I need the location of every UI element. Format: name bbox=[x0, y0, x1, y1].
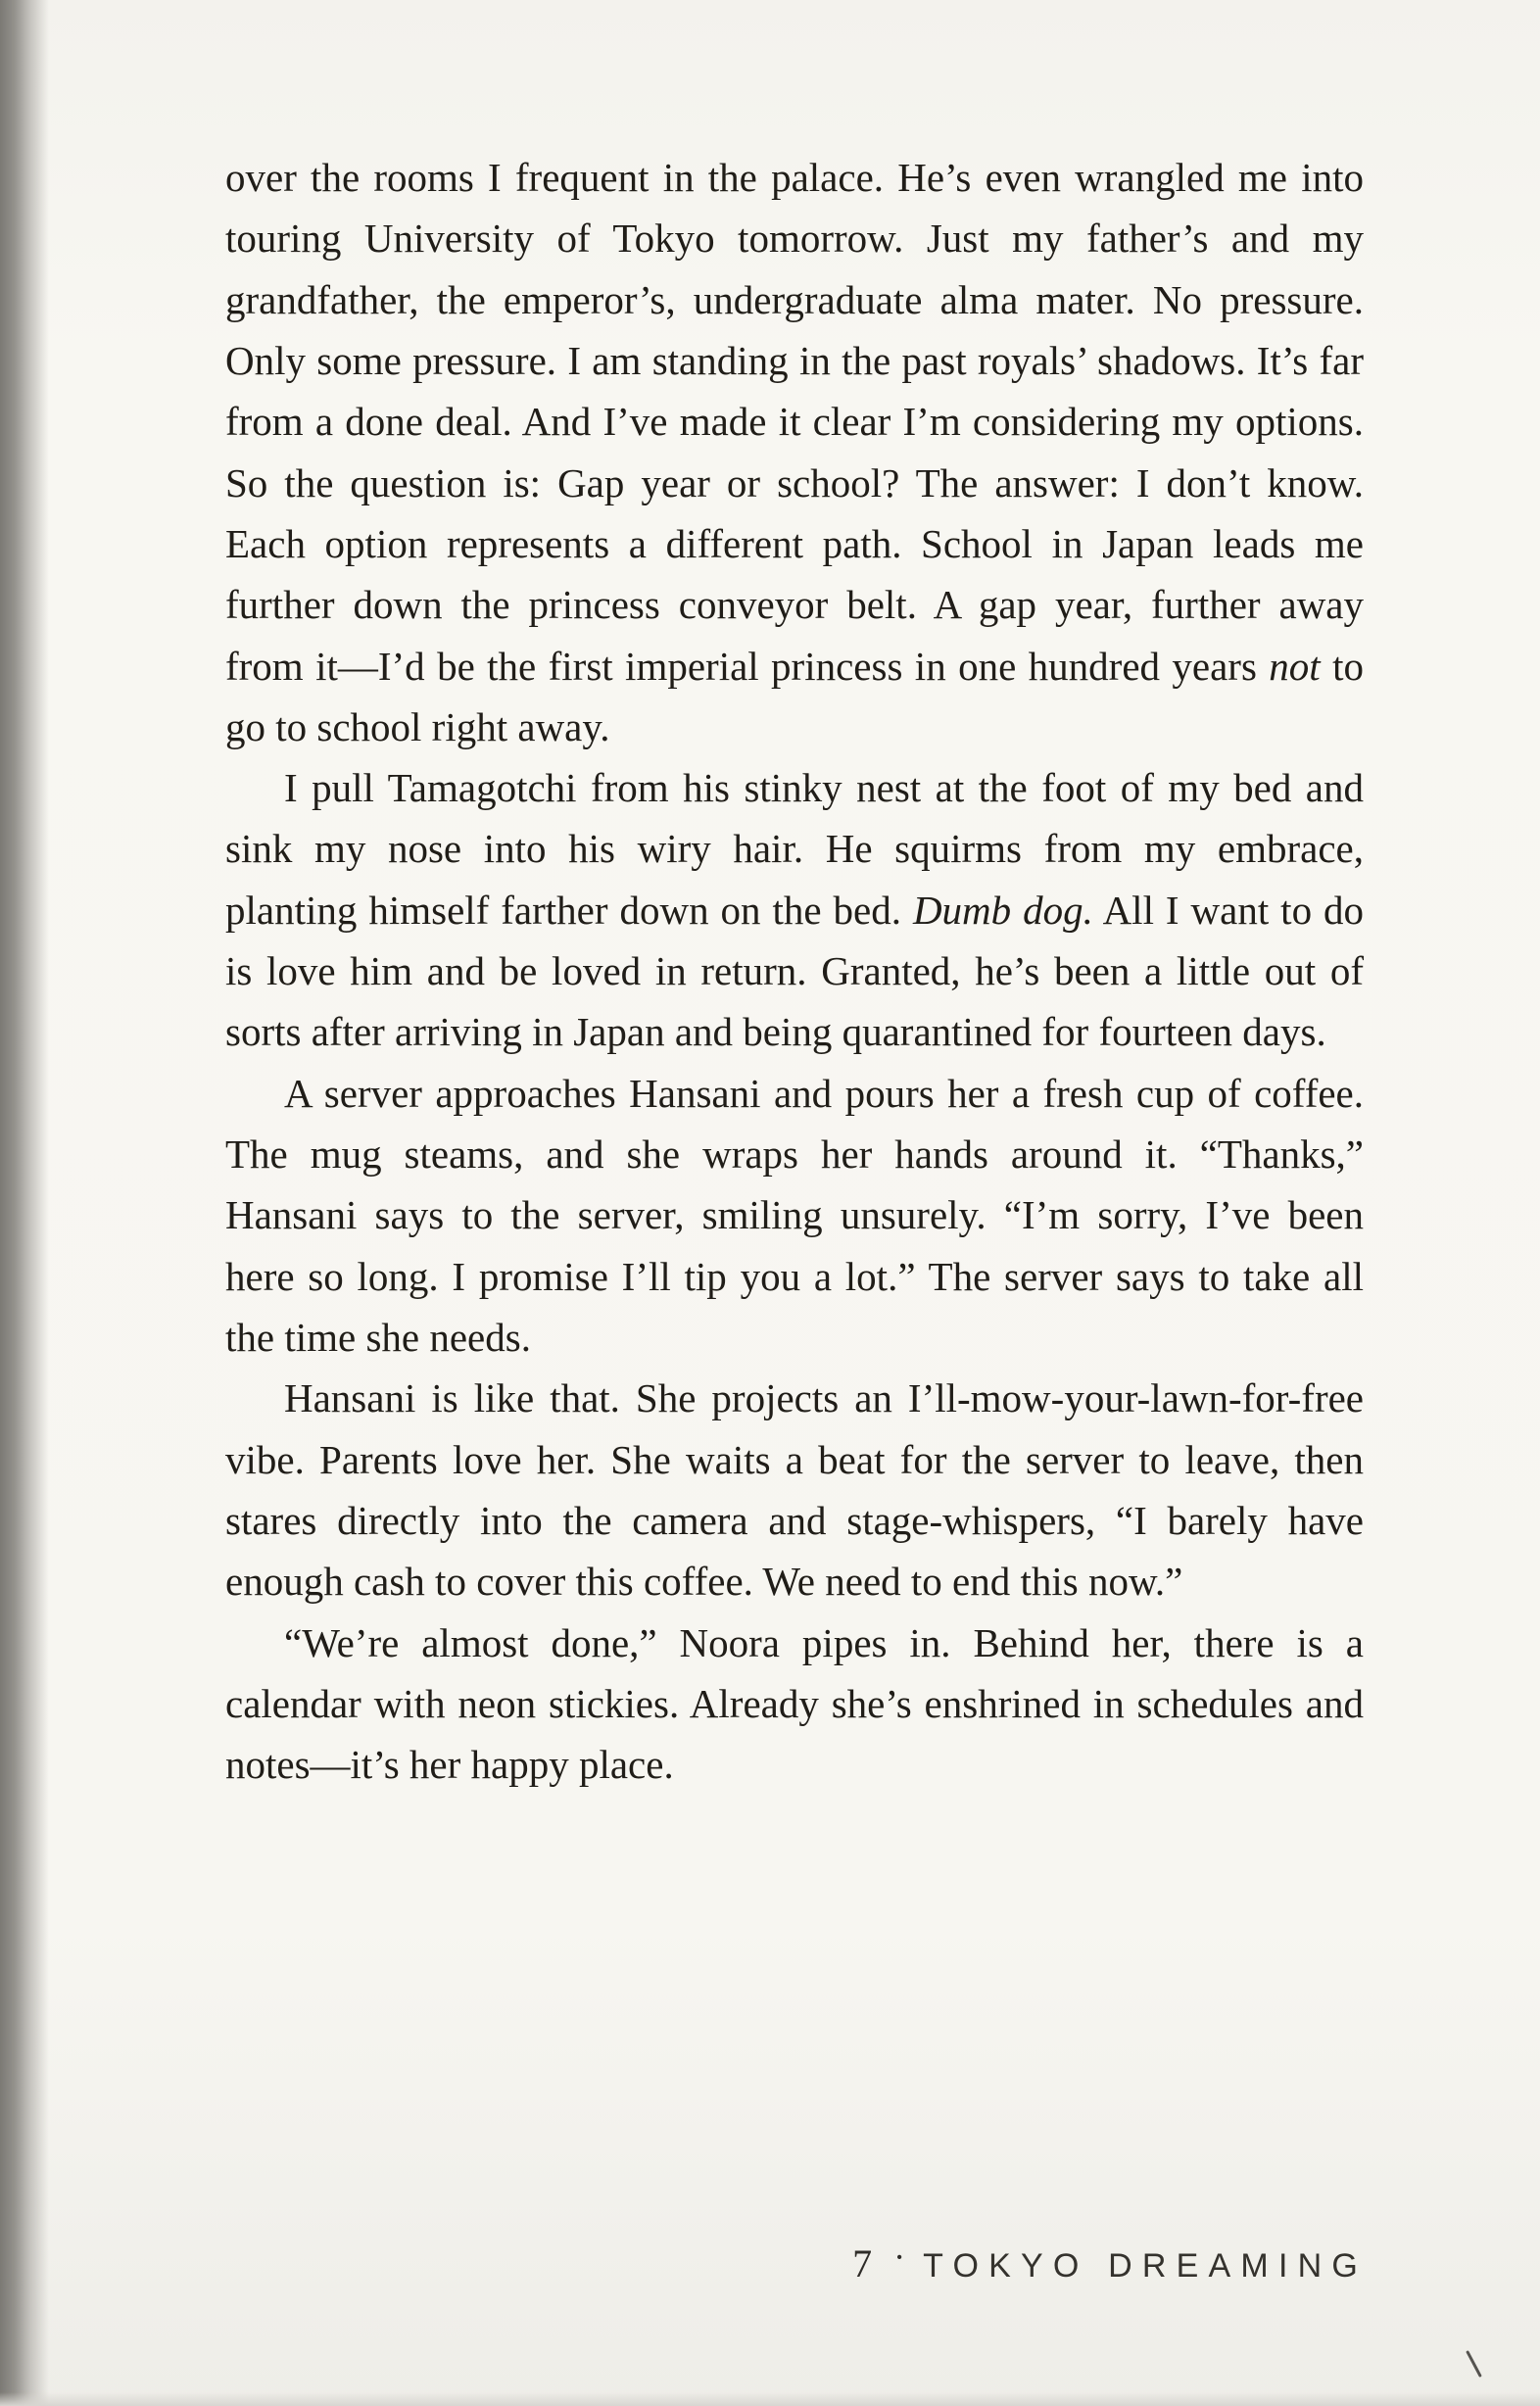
paragraph bbox=[225, 757, 1364, 1063]
scan-bottom-shadow bbox=[0, 2392, 1540, 2406]
page-number: 7 bbox=[852, 2241, 873, 2286]
text-run: All I want to do is love him and be loved in return. Granted, he’s been a little out of sorts after arriving in Japan and being quarantined for fourteen days. bbox=[225, 887, 1365, 1055]
scan-edge-shadow bbox=[0, 0, 49, 2406]
text-run: over the rooms I frequent in the palace. He’s even wrangled me into touring University of Tokyo tomorrow. Just my father’s and my grandfather, the emperor’s, undergraduate alma mater. No pressure. Only some pressure. I am standing in the past royals’ shadows. It’s far from a done deal. And I’ve made it clear I’m considering my options. So the question is: Gap year or school? The answer: I don’t know. Each option represents a different path. School in Japan leads me further down the princess conveyor belt. A gap year, further away from it—I’d be the first imperial princess in one hundred years bbox=[225, 155, 1364, 689]
paragraph bbox=[225, 1368, 1364, 1612]
page-footer bbox=[852, 2240, 1368, 2286]
book-title: TOKYO DREAMING bbox=[923, 2247, 1368, 2285]
italic-text-run: Dumb dog. bbox=[912, 887, 1093, 933]
paragraph bbox=[225, 1063, 1364, 1369]
scan-stray-mark bbox=[1466, 2350, 1482, 2378]
paragraph bbox=[225, 147, 1364, 757]
text-run: Hansani is like that. She projects an I’ll-mow-your-lawn-for-free vibe. Parents love her. She waits a beat for the server to leave, then stares directly into the camera and stage-whispers, “I barely have enough cash to cover this coffee. We need to end this now.” bbox=[225, 1375, 1364, 1605]
text-run: A server approaches Hansani and pours her a fresh cup of coffee. The mug steams, and she wraps her hands around it. “Thanks,” Hansani says to the server, smiling unsurely. “I’m sorry, I’ve been here so long. I promise I’ll tip you a lot.” The server says to take all the time she needs. bbox=[225, 1070, 1364, 1360]
footer-separator: · bbox=[893, 2238, 906, 2277]
text-run: “We’re almost done,” Noora pipes in. Behind her, there is a calendar with neon stickies. Already she’s enshrined in schedules and notes—it’s her happy place. bbox=[225, 1619, 1364, 1788]
italic-text-run: not bbox=[1269, 643, 1321, 689]
text-run: to go to school right away. bbox=[225, 643, 1364, 749]
page-text-block bbox=[225, 147, 1364, 1795]
text-run: I pull Tamagotchi from his stinky nest at the foot of my bed and sink my nose into his wiry hair. He squirms from my embrace, planting himself farther down on the bed. bbox=[225, 765, 1364, 933]
paragraph bbox=[225, 1612, 1364, 1796]
